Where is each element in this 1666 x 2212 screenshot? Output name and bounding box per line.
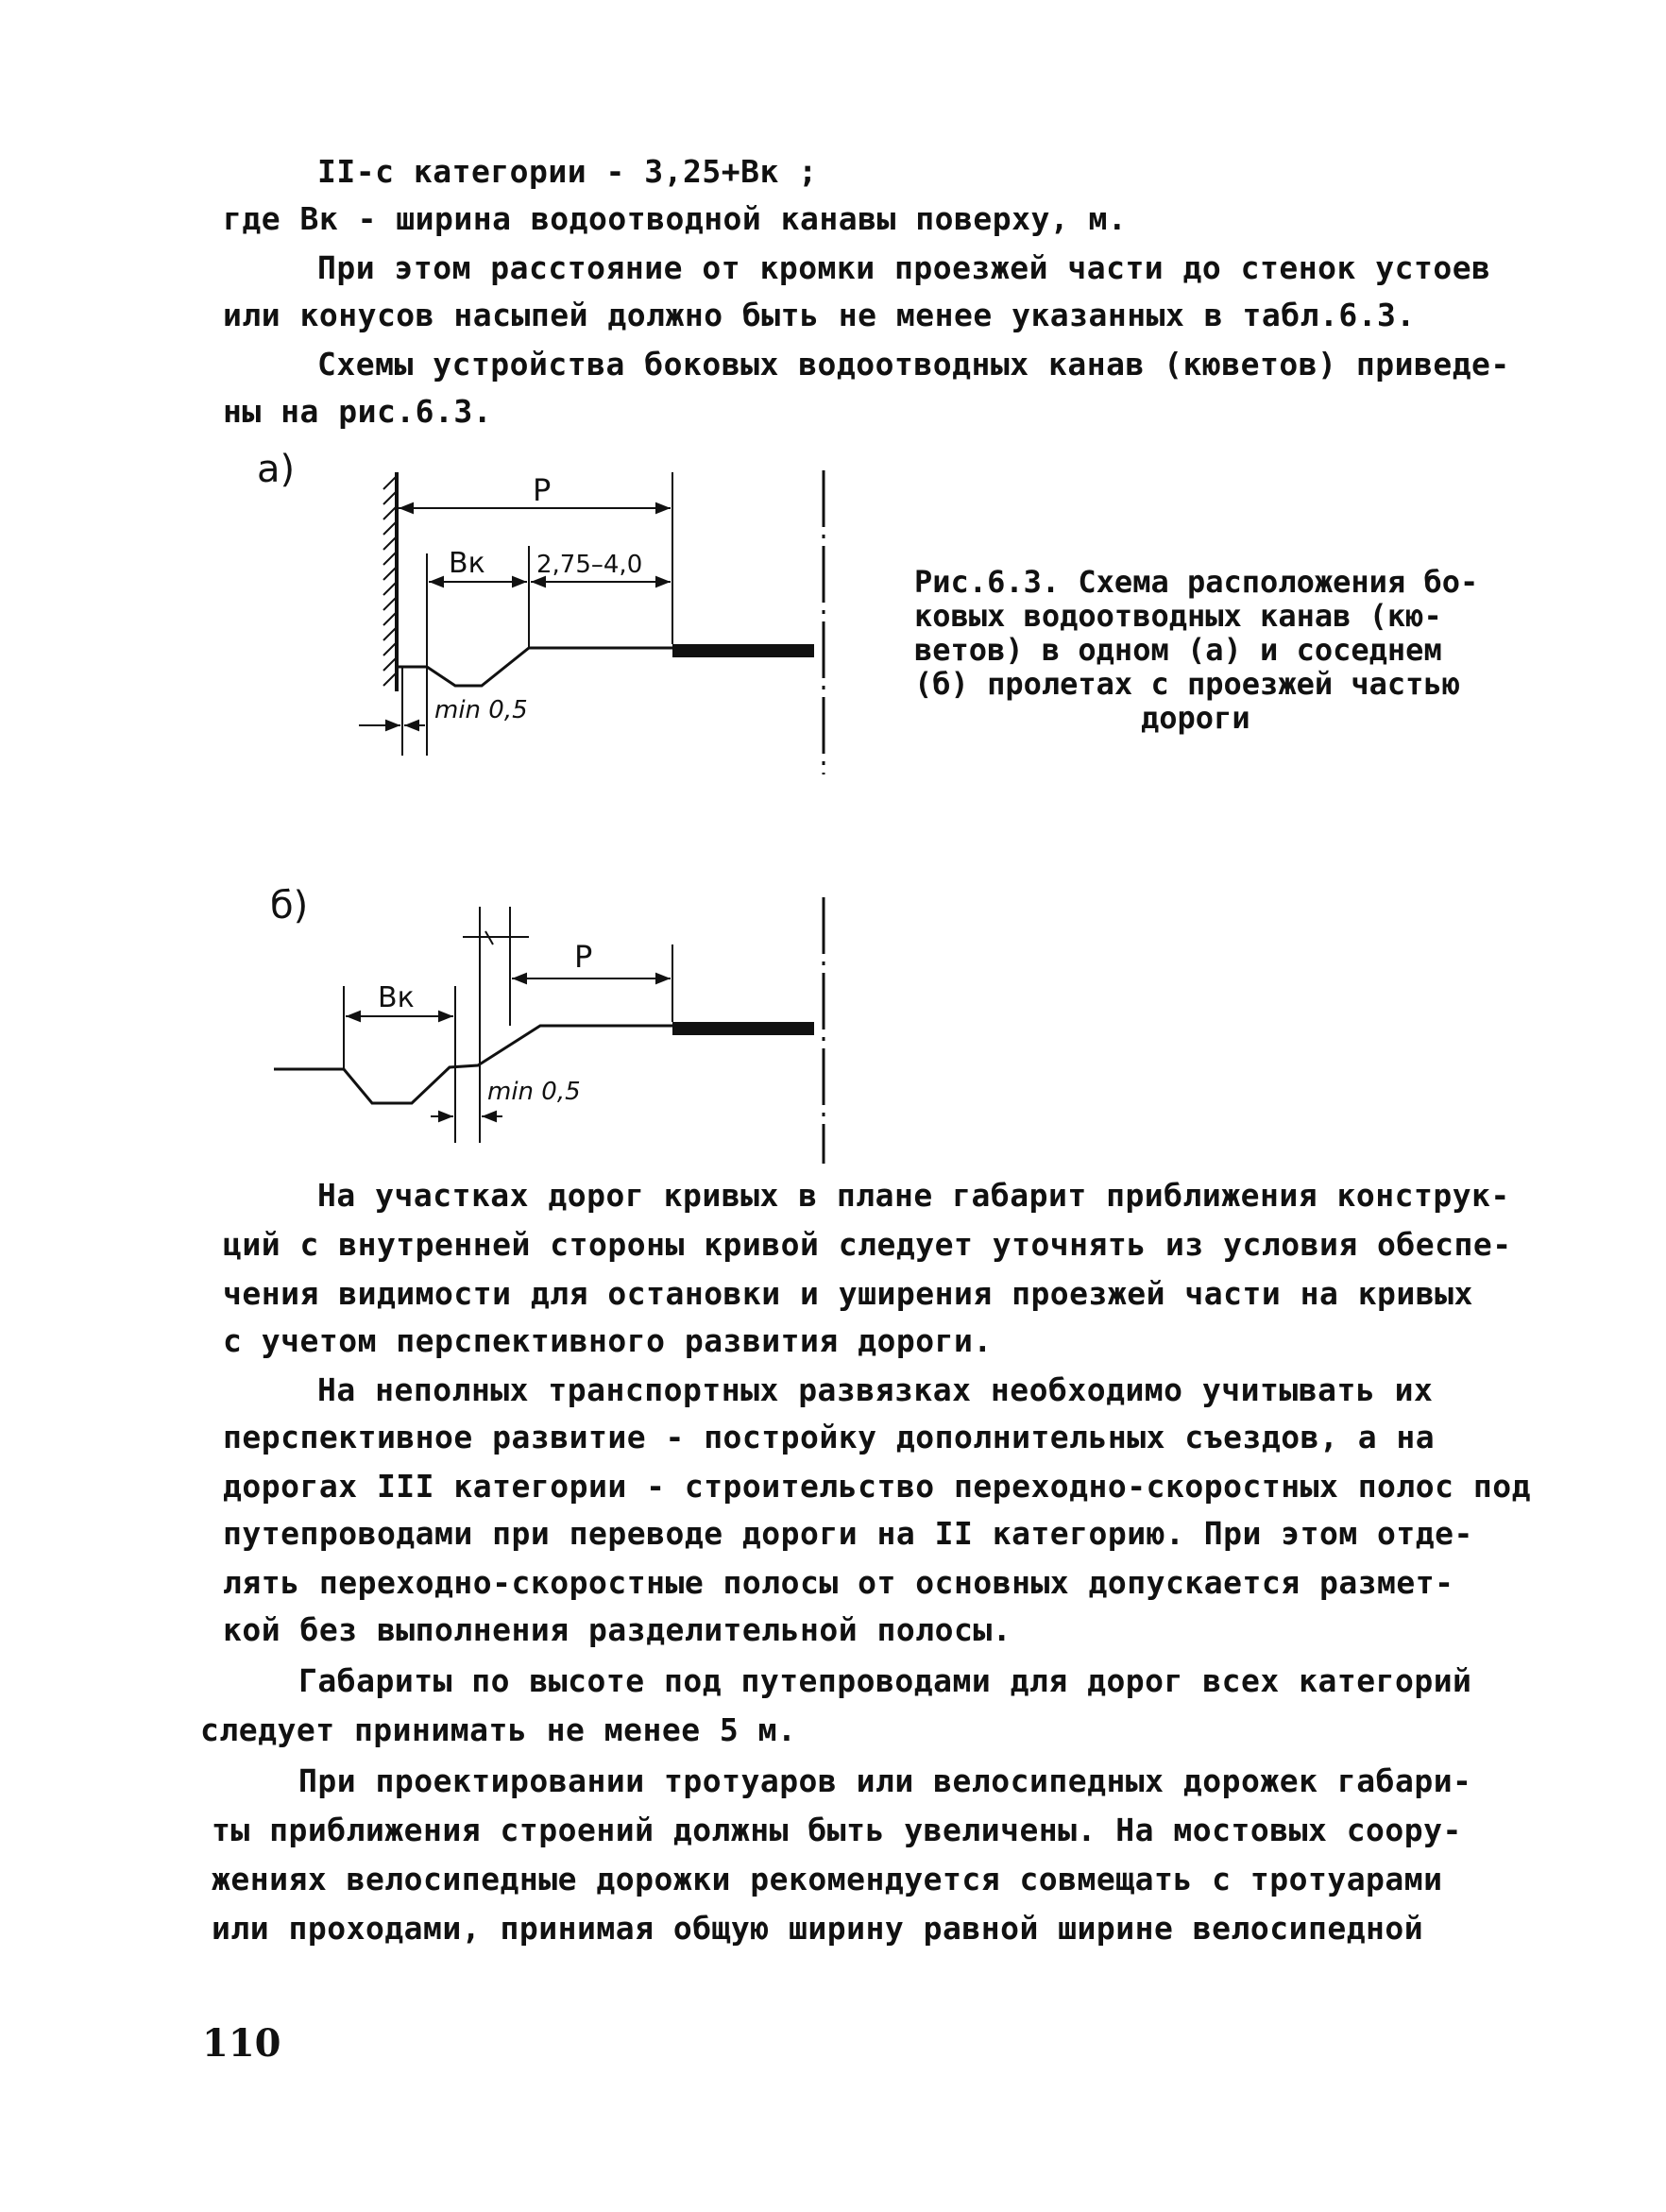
caption-line-2: ковых водоотводных канав (кю- xyxy=(914,598,1442,634)
body-p3-l2: следует принимать не менее 5 м. xyxy=(200,1711,797,1748)
body-p4-l1: При проектировании тротуаров или велосипедных дорожек габари- xyxy=(298,1762,1472,1799)
figure-a-dim-min: min 0,5 xyxy=(434,696,528,724)
intro-line-6: ны на рис.6.3. xyxy=(223,393,493,430)
figure-a-dim-range: 2,75–4,0 xyxy=(536,551,643,579)
figure-b-label: б) xyxy=(270,884,309,927)
carriageway xyxy=(672,644,814,657)
carriageway-b xyxy=(672,1022,814,1035)
figure-a-dim-bk: Bк xyxy=(449,547,485,580)
caption-line-5: дороги xyxy=(1141,700,1250,736)
body-p3-l1: Габариты по высоте под путепроводами для дорог всех категорий xyxy=(298,1662,1472,1699)
figure-b xyxy=(246,869,850,1171)
figure-b-dim-bk: Bк xyxy=(378,981,415,1014)
figure-a-label: а) xyxy=(257,448,296,491)
body-p4-l2: ты приближения строений должны быть увеличены. На мостовых соору- xyxy=(212,1812,1462,1848)
caption-line-4: (б) пролетах с проезжей частью xyxy=(914,666,1460,702)
body-p2-l1: На неполных транспортных развязках необходимо учитывать их xyxy=(317,1371,1434,1408)
figure-a-dim-p: P xyxy=(533,472,552,508)
body-p4-l3: жениях велосипедные дорожки рекомендуется совмещать с тротуарами xyxy=(212,1861,1443,1897)
body-p1-l1: На участках дорог кривых в плане габарит приближения конструк- xyxy=(317,1177,1510,1214)
caption-line-1: Рис.6.3. Схема расположения бо- xyxy=(914,564,1479,600)
body-p2-l3: дорогах III категории - строительство переходно-скоростных полос под xyxy=(223,1468,1532,1505)
intro-line-4: или конусов насыпей должно быть не менее указанных в табл.6.3. xyxy=(223,297,1416,333)
wall-hatch xyxy=(383,476,397,686)
ditch-profile-b xyxy=(274,1026,672,1103)
caption-line-3: ветов) в одном (а) и соседнем xyxy=(914,632,1442,668)
ditch-profile xyxy=(397,648,672,686)
intro-line-5: Схемы устройства боковых водоотводных канав (кюветов) приведе- xyxy=(317,346,1510,383)
body-p1-l4: с учетом перспективного развития дороги. xyxy=(223,1322,993,1359)
body-p2-l2: перспективное развитие - постройку дополнительных съездов, а на xyxy=(223,1419,1436,1455)
page-number: 110 xyxy=(202,2021,281,2066)
body-p1-l2: ций с внутренней стороны кривой следует уточнять из условия обеспе- xyxy=(223,1226,1512,1263)
figure-caption xyxy=(914,565,1519,735)
intro-line-3: При этом расстояние от кромки проезжей части до стенок устоев xyxy=(317,249,1491,286)
figure-b-dim-min: min 0,5 xyxy=(487,1078,581,1106)
body-p2-l4: путепроводами при переводе дороги на II категорию. При этом отде- xyxy=(223,1515,1473,1552)
intro-line-1: II-с категории - 3,25+Вк ; xyxy=(317,153,818,190)
body-p4-l4: или проходами, принимая общую ширину равной ширине велосипедной xyxy=(212,1910,1424,1947)
figure-a xyxy=(246,444,850,784)
body-p1-l3: чения видимости для остановки и уширения проезжей части на кривых xyxy=(223,1275,1473,1312)
figure-b-dim-p: P xyxy=(574,939,593,975)
body-p2-l5: лять переходно-скоростные полосы от основных допускается размет- xyxy=(223,1564,1454,1601)
intro-line-2: где Вк - ширина водоотводной канавы поверху, м. xyxy=(223,200,1128,237)
body-p2-l6: кой без выполнения разделительной полосы. xyxy=(223,1611,1012,1648)
